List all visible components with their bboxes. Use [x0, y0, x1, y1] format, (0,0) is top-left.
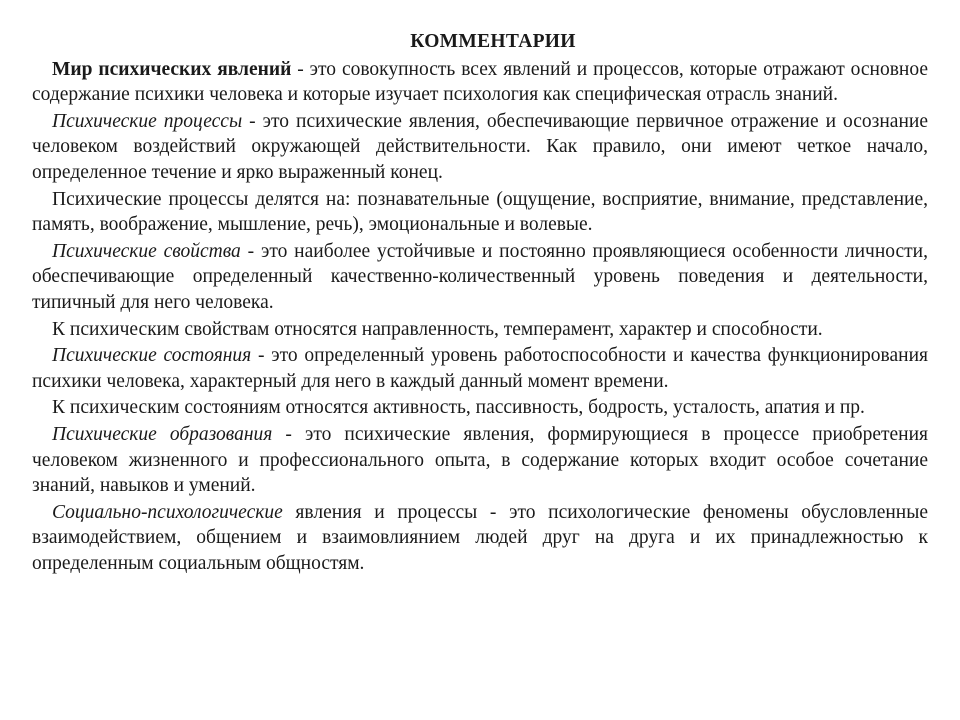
term-mental-formations: Психические образования — [52, 423, 273, 445]
document-title: КОММЕНТАРИИ — [410, 31, 576, 52]
paragraph-mental-states — [32, 343, 928, 395]
term-mental-processes: Психические процессы — [52, 110, 243, 132]
paragraph-state-types — [32, 395, 928, 422]
paragraph-text: - это совокупность всех явлений и процессов, которые отражают основное содержание психики человека и которые изучает психология как специфическая отрасль знаний. — [32, 58, 929, 106]
document-page — [32, 29, 928, 577]
paragraph-socio-psychological — [32, 500, 928, 578]
term-mental-properties: Психические свойства — [52, 240, 241, 262]
paragraph-text: - это психические явления, формирующиеся в процессе приобретения человеком жизненного и профессионального опыта, в содержание которых входит особое сочетание знаний, навыков и умений. — [32, 423, 928, 497]
paragraph-mental-formations — [32, 422, 928, 500]
paragraph-mental-phenomena — [32, 57, 928, 109]
paragraph-text: - это наиболее устойчивые и постоянно проявляющиеся особенности личности, обеспечивающие определенный качественно-количественный уровень поведения и деятельности, типичный для него человека. — [32, 240, 928, 313]
paragraph-text: явления и процессы - это психологические феномены обусловленные взаимодействием, общением и взаимовлиянием людей друг на друга и их принадлежностью к определенным социальным общностям. — [32, 501, 928, 574]
paragraph-text: Психические процессы делятся на: познавательные (ощущение, восприятие, внимание, представление, память, воображение, мышление, речь), эмоциональные и волевые. — [32, 188, 928, 236]
paragraph-text: К психическим состояниям относятся активность, пассивность, бодрость, усталость, апатия и пр. — [52, 397, 865, 419]
paragraph-process-types — [32, 187, 928, 239]
paragraph-property-types — [32, 317, 928, 344]
paragraph-text: К психическим свойствам относятся направленность, темперамент, характер и способности. — [52, 318, 823, 340]
term-mental-phenomena: Мир психических явлений — [52, 58, 292, 80]
paragraph-text: - это определенный уровень работоспособности и качества функционирования психики человека, характерный для него в каждый данный момент времени. — [32, 345, 928, 392]
paragraph-mental-processes — [32, 109, 928, 187]
term-socio-psychological: Социально-психологические — [52, 501, 283, 523]
paragraph-text: - это психические явления, обеспечивающие первичное отражение и осознание человеком воздействий окружающей действительности. Как правило, они имеют четкое начало, определенное течение и ярко выраженный конец. — [32, 110, 928, 183]
paragraph-mental-properties — [32, 239, 928, 317]
term-mental-states: Психические состояния — [52, 345, 252, 367]
